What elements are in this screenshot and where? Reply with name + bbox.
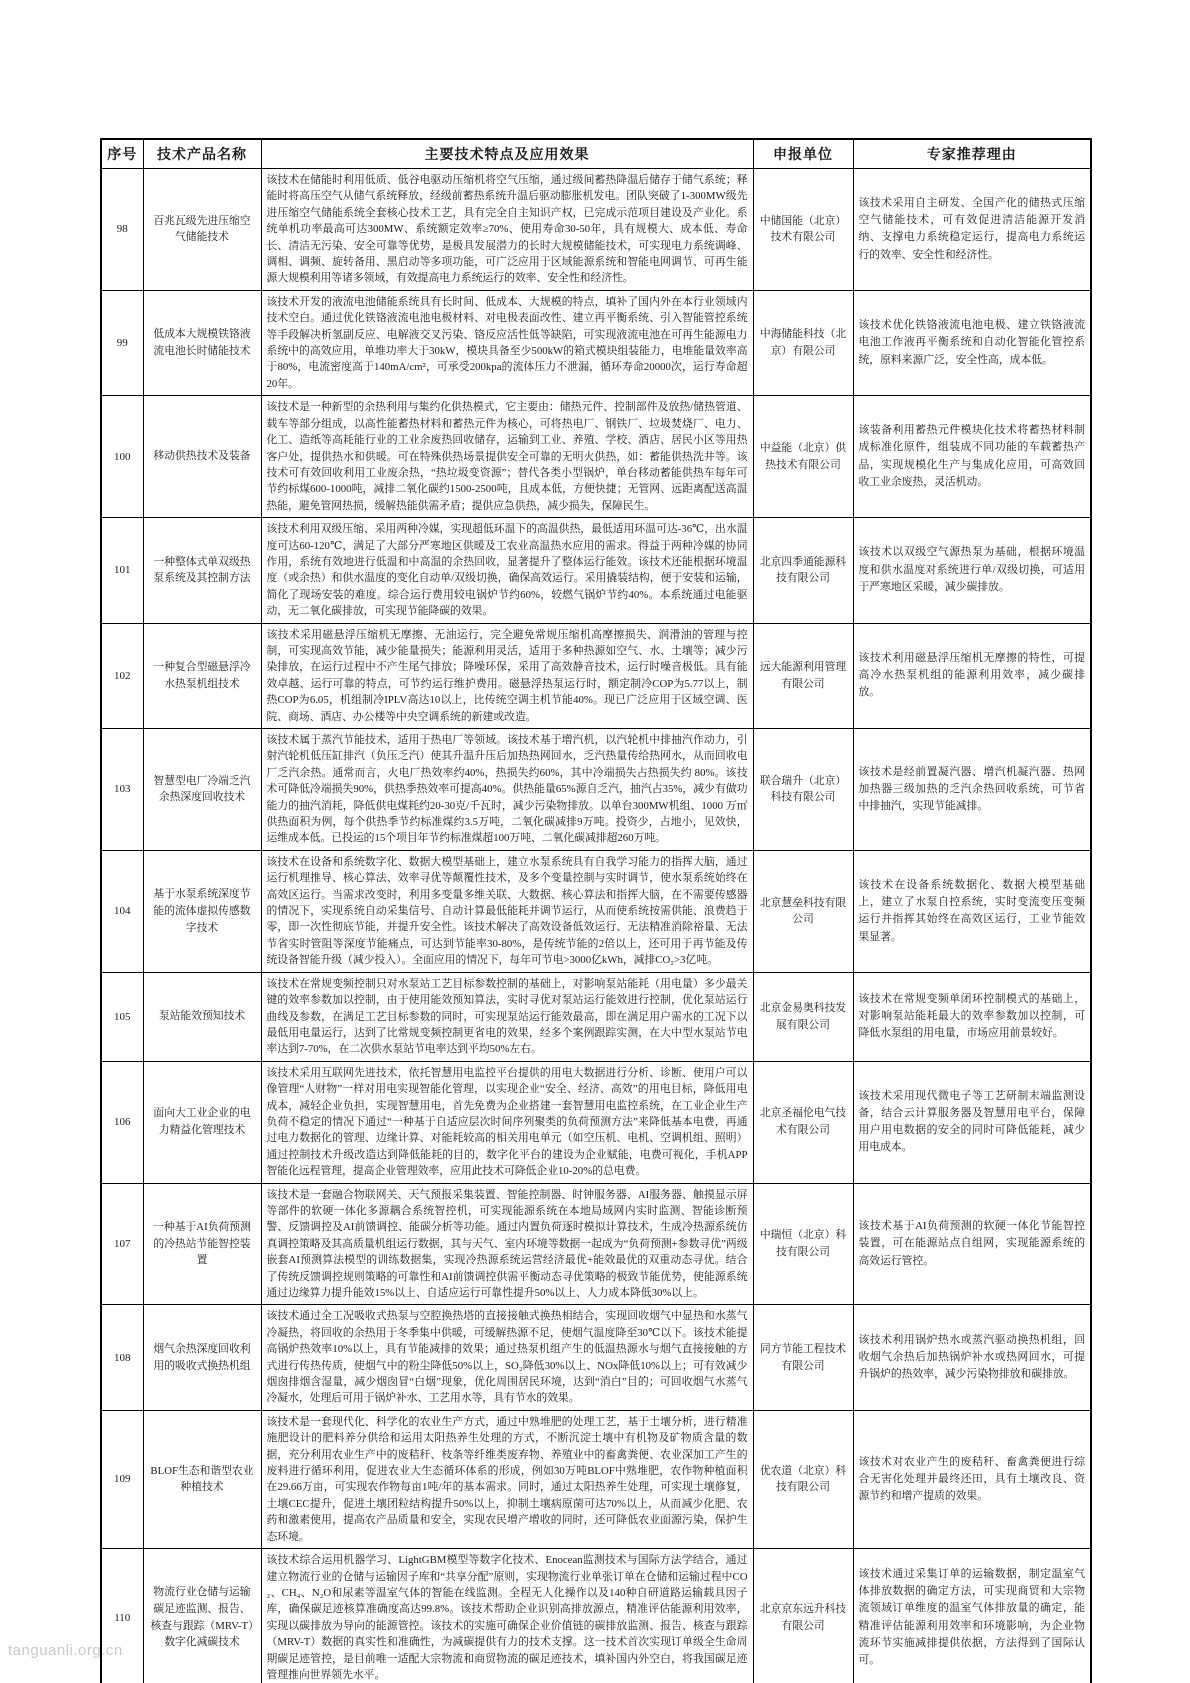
table-row — [101, 623, 1091, 728]
features-cell: 该技术在常规变频控制只对水泵站工艺目标参数控制的基础上，对影响泵站能耗（用电量）多少最关键的效率参数加以控制，由于使用能效预知算法，实时寻优对泵站运行能效进行控制，优化泵站运行曲线及参数，在满足工艺目标参数的同时，可实现泵站运行能效最高，即在满足用户需水的工况下以最低用电量运行，达到了比常规变频控制更省电的效果，经多个案例跟踪实测，在大中型水泵站节电率达到7-70%，在二次供水泵站节电率达到平均50%左右。 — [261, 972, 753, 1061]
header-serial-number: 序号 — [101, 139, 143, 169]
table-row — [101, 1183, 1091, 1305]
row-number-cell: 100 — [101, 396, 143, 518]
applicant-cell: 同方节能工程技术有限公司 — [753, 1305, 853, 1410]
table-row — [101, 1410, 1091, 1548]
row-number-cell: 110 — [101, 1549, 143, 1683]
features-cell: 该技术利用双级压缩、采用两种冷媒，实现超低环温下的高温供热，最低适用环温可达-36℃，出水温度可达60-120℃，满足了大部分严寒地区供暖及工农业高温热水应用的需求。得益于两种冷媒的协同作用，系统有效地进行低温和中高温的余热回收，显著提升了整体运行能效。该技术还能根据环境温度（或余热）和供水温度的变化自动单/双级切换，确保高效运行。采用撬装结构，便于安装和运输，简化了现场安装的难度。综合运行费用较电锅炉节约60%，较燃气锅炉节约40%。本系统通过电能驱动，无二氧化碳排放，可实现节能降碳的效果。 — [261, 518, 753, 623]
reason-cell: 该技术在设备系统数据化、数据大模型基础上，建立了水泵自控系统，实时变流变压变频运行并指挥其始终在高效区运行，工业节能效果显著。 — [853, 850, 1091, 972]
row-number-cell: 108 — [101, 1305, 143, 1410]
applicant-cell: 中益能（北京）供热技术有限公司 — [753, 396, 853, 518]
reason-cell: 该技术基于AI负荷预测的软硬一体化节能智控装置，可在能源站点自组网，实现能源系统的高效运行管控。 — [853, 1183, 1091, 1305]
reason-cell: 该技术通过采集订单的运输数据，制定温室气体排放数据的确定方法，可实现商贸和大宗物流领域订单维度的温室气体排放量的确定，能精准评估能源利用效率和环境影响，为企业物流环节实施减排提供依据，方法得到了国际认可。 — [853, 1549, 1091, 1683]
table-row — [101, 1549, 1091, 1683]
features-cell: 该技术开发的液流电池储能系统具有长时间、低成本、大规模的特点，填补了国内外在本行业领域内技术空白。通过优化铁铬液流电池电极材料、对电极表面改性、建立再平衡系统、引入智能管控系统等手段解决析氢副反应、电解液交叉污染、铬反应活性低等缺陷，可实现液流电池在可再生能源电力系统中的高效应用，单堆功率大于30kW，模块具备至少500kW的箱式模块组装能力，电堆能量效率高于80%，电流密度高于140mA/cm²，可承受200kpa的流体压力不泄漏，循环寿命20000次，运行寿命超20年。 — [261, 290, 753, 395]
tech-name-cell: 智慧型电厂冷端乏汽余热深度回收技术 — [143, 729, 261, 851]
features-cell: 该技术属于蒸汽节能技术，适用于热电厂等领域。该技术基于增汽机，以汽轮机中排抽汽作动力，引射汽轮机低压缸排汽（负压乏汽）使其升温升压后加热热网回水，乏汽热量传给热网水，从而回收电厂乏汽余热。通常而言，火电厂热效率约40%，热损失约60%，其中冷端损失占热损失约 80%。该技术可降低冷端损失90%，供热季热效率可提高40%。供热能量65%源自乏汽，抽汽占35%，减少有做功能力的抽汽消耗，降低供电煤耗约20-30克/千瓦时，减少污染物排放。以单台300MW机组、1000 万㎡供热面积为例，每个供热季节约标准煤约3.5万吨，二氧化碳减排9万吨。投资少，占地小，见效快，运维成本低。已投运的15个项目年节约标准煤超100万吨、二氧化碳减排超260万吨。 — [261, 729, 753, 851]
reason-cell: 该技术是经前置凝汽器、增汽机凝汽器、热网加热器三级加热的乏汽余热回收系统，可节省中排抽汽，实现节能减排。 — [853, 729, 1091, 851]
tech-name-cell: 移动供热技术及装备 — [143, 396, 261, 518]
tech-name-cell: 一种复合型磁悬浮冷水热泵机组技术 — [143, 623, 261, 728]
features-cell: 该技术采用磁悬浮压缩机无摩擦、无油运行，完全避免常规压缩机高摩擦损失、润滑油的管理与控制，可实现高效节能，减少能量损失；能源利用灵活，适用于多种热源如空气、水、土壤等；减少污染排放，在运行过程中不产生尾气排放；降噪环保，采用了高效静音技术，运行时噪音极低。具有能效卓越、运行可靠的特点，可节约运行维护费用。磁悬浮热泵运行时，额定制冷COP为5.77以上，制热COP为6.05，机组制冷IPLV高达10以上，比传统空调主机节能40%。现已广泛应用于区域空调、医院、商场、酒店、办公楼等中央空调系统的新建或改造。 — [261, 623, 753, 728]
reason-cell: 该技术在常规变频单闭环控制模式的基础上，对影响泵站能耗最大的效率参数加以控制，可降低水泵组的用电量，市场应用前景较好。 — [853, 972, 1091, 1061]
applicant-cell: 远大能源利用管理有限公司 — [753, 623, 853, 728]
recommendation-table — [100, 138, 1092, 1683]
applicant-cell: 北京京东远升科技有限公司 — [753, 1549, 853, 1683]
reason-cell: 该技术利用锅炉热水或蒸汽驱动换热机组，回收烟气余热后加热锅炉补水或热网回水，可提升锅炉的热效率，减少污染物排放和碳排放。 — [853, 1305, 1091, 1410]
table-row — [101, 1061, 1091, 1183]
reason-cell: 该技术利用磁悬浮压缩机无摩擦的特性，可提高冷水热泵机组的能源利用效率，减少碳排放。 — [853, 623, 1091, 728]
features-cell: 该技术在设备和系统数字化、数据大模型基础上，建立水泵系统具有自我学习能力的指挥大脑，通过运行机理推导、核心算法、效率寻优等颠覆性技术，及多个变量控制与实时调节，使水泵系统始终在高效区运行。当需求改变时，利用多变量多维关联、大数据、核心算法和指挥大脑，在不需要传感器的情况下，实现系统自动采集信号、自动计算最低能耗并调节运行，从而使系统按需供能、浪费趋于零，即一次性彻底节能，并提升安全性。该技术解决了高效设备低效运行、无法精准消除裕量、无法节省实时管阻等深度节能痛点，可达到节能率30-80%，是传统节能的2倍以上，还可用于再节能及传统设备智能升级（减少投入）。全面应用的情况下，每年可节电>3000亿kWh，减排CO₂>3亿吨。 — [261, 850, 753, 972]
features-cell: 该技术采用互联网先进技术，依托智慧用电监控平台提供的用电大数据进行分析、诊断、使用户可以像管理“人财物”一样对用电实现智能化管理，以实现企业“安全、经济、高效”的用电目标，降低用电成本，减轻企业负担，实现智慧用电，首先免费为企业搭建一套智慧用电监控系统，在工业企业生产负荷不稳定的情况下通过“一种基于自适应层次时间序列聚类的负荷预测方法”来降低基本电费，再通过电力数据化的管理、边缘计算、对能耗较高的相关用电单元（如空压机、电机、空调机组、照明）通过控制技术升级改造达到降低能耗的目的，数字化平台的建设为企业赋能，电费可视化，手机APP智能化远程管理，提高企业管理效率，应用此技术可降低企业10-20%的总电费。 — [261, 1061, 753, 1183]
reason-cell: 该技术采用现代微电子等工艺研制末端监测设备，结合云计算服务器及智慧用电平台，保障用户用电数据的安全的同时可降低能耗，减少用电成本。 — [853, 1061, 1091, 1183]
table-row — [101, 396, 1091, 518]
row-number-cell: 98 — [101, 169, 143, 291]
applicant-cell: 北京圣福伦电气技术有限公司 — [753, 1061, 853, 1183]
row-number-cell: 102 — [101, 623, 143, 728]
row-number-cell: 105 — [101, 972, 143, 1061]
tech-name-cell: 低成本大规模铁铬液流电池长时储能技术 — [143, 290, 261, 395]
tech-name-cell: 一种基于AI负荷预测的冷热站节能智控装置 — [143, 1183, 261, 1305]
features-cell: 该技术是一套现代化、科学化的农业生产方式，通过中熟堆肥的处理工艺，基于土壤分析，进行精准施肥设计的肥料养分供给和运用太阳热养生处理的方式，不断沉淀土壤中有机物及矿物质含量的数据，充分利用农业生产中的废秸秆、枝条等纤维类废弃物、养殖业中的畜禽粪便、农业深加工产生的废料进行循环利用，促进农业大生态循环体系的形成，例如30万吨BLOF中熟堆肥，农作物种植面积在29.66万亩，可实现农作物每亩1吨/年的基本需求。同时，通过太阳热养生处理，可实现土壤修复，土壤CEC提升，促进土壤团粒结构提升50%以上，抑制土壤病原菌可达70%以上，从而减少化肥、农药和激素使用，提高农产品质量和安全，实现农民增产增收的同时，还可降低农业面源污染，保护生态环境。 — [261, 1410, 753, 1548]
features-cell: 该技术是一种新型的余热利用与集约化供热模式，它主要由：储热元件、控制部件及放热/储热管道、载车等部分组成，以高性能蓄热材料和蓄热元件为核心，可将热电厂、钢铁厂、垃圾焚烧厂、电力、化工、造纸等高耗能行业的工业余废热回收储存，运输到工业、养殖、学校、酒店、居民小区等用热客户处，提供热水和供暖。可在特殊供热场景提供安全可靠的无明火供热，如：蓄能供热洗井等。该技术可有效回收利用工业废余热，“热垃圾变资源”；替代各类小型锅炉，单台移动蓄能供热车每年可节约标煤600-1000吨，减排二氧化碳约1500-2500吨，且成本低，方便快捷；无管网、远距离配送高温热能，避免管网热损，缓解热能供需矛盾；提供应急供热，减少损失，保障民生。 — [261, 396, 753, 518]
header-applicant: 申报单位 — [753, 139, 853, 169]
features-cell: 该技术综合运用机器学习、LightGBM模型等数字化技术、Enocean监测技术与国际方法学结合，通过建立物流行业的仓储与运输因子库和“共享分配”原则，实现物流行业单张订单在仓储和运输过程中CO₂、CH₄、N₂O和尿素等温室气体的智能在线监测。全程无人化操作以及140种自研道路运输载具因子库，确保碳足迹核算准确度高达99.8%。该技术帮助企业识别高排放源点，精准评估能源利用效率，实现以碳排放为导向的能源管控。该技术的实施可确保企业价值链的碳排放监测、报告、核查与跟踪（MRV-T）数据的真实性和准确性，为减碳提供有力的技术支撑。这一技术首次实现订单级全生命周期碳足迹管控，是目前唯一适配大宗物流和商贸物流的碳足迹技术，填补国内外空白，将我国碳足迹管理推向世界领先水平。 — [261, 1549, 753, 1683]
table-row — [101, 1305, 1091, 1410]
applicant-cell: 优农道（北京）科技有限公司 — [753, 1410, 853, 1548]
applicant-cell: 中海储能科技（北京）有限公司 — [753, 290, 853, 395]
applicant-cell: 中瑞恒（北京）科技有限公司 — [753, 1183, 853, 1305]
header-tech-product-name: 技术产品名称 — [143, 139, 261, 169]
tech-name-cell: 面向大工业企业的电力精益化管理技术 — [143, 1061, 261, 1183]
applicant-cell: 北京慧垒科技有限公司 — [753, 850, 853, 972]
row-number-cell: 103 — [101, 729, 143, 851]
header-expert-reason: 专家推荐理由 — [853, 139, 1091, 169]
site-watermark: tanguanli.org.cn — [8, 1642, 123, 1659]
tech-name-cell: 一种整体式单双级热泵系统及其控制方法 — [143, 518, 261, 623]
row-number-cell: 99 — [101, 290, 143, 395]
tech-name-cell: 泵站能效预知技术 — [143, 972, 261, 1061]
tech-name-cell: 百兆瓦级先进压缩空气储能技术 — [143, 169, 261, 291]
reason-cell: 该技术采用自主研发、全国产化的储热式压缩空气储能技术，可有效促进清洁能源开发消纳、支撑电力系统稳定运行，提高电力系统运行的效率、安全性和经济性。 — [853, 169, 1091, 291]
table-row — [101, 169, 1091, 291]
applicant-cell: 北京金易奥科技发展有限公司 — [753, 972, 853, 1061]
tech-name-cell: 物流行业仓储与运输碳足迹监测、报告、核查与跟踪（MRV-T）数字化减碳技术 — [143, 1549, 261, 1683]
row-number-cell: 104 — [101, 850, 143, 972]
table-row — [101, 729, 1091, 851]
applicant-cell: 中储国能（北京）技术有限公司 — [753, 169, 853, 291]
tech-name-cell: 基于水泵系统深度节能的流体虚拟传感数字技术 — [143, 850, 261, 972]
reason-cell: 该技术优化铁铬液流电池电极、建立铁铬液流电池工作液再平衡系统和自动化智能化管控系统，原料来源广泛，安全性高，成本低。 — [853, 290, 1091, 395]
reason-cell: 该技术对农业产生的废秸秆、畜禽粪便进行综合无害化处理并最终还田，具有土壤改良、资源节约和增产提质的效果。 — [853, 1410, 1091, 1548]
reason-cell: 该技术以双级空气源热泵为基础，根据环境温度和供水温度对系统进行单/双级切换，可适用于严寒地区采暖，减少碳排放。 — [853, 518, 1091, 623]
table-row — [101, 850, 1091, 972]
features-cell: 该技术通过全工况吸收式热泵与空腔换热塔的直接接触式换热相结合，实现回收烟气中显热和水蒸气冷凝热，将回收的余热用于冬季集中供暖，可缓解热源不足，使烟气温度降至30℃以下。该技术能提高锅炉热效率10%以上，具有节能减排的效果；通过热泵机组产生的低温热源水与烟气直接接触的方式进行传热传质，使烟气中的粉尘降低50%以上，SO₂降低30%以上、NOx降低10%以上；可有效减少烟囱排烟含湿量，减少烟囱冒“白烟”现象，优化周围居民环境，达到“消白”目的；可回收烟气水蒸气冷凝水，处理后可用于锅炉补水、工艺用水等，具有节水的效果。 — [261, 1305, 753, 1410]
features-cell: 该技术是一套融合物联网关、天气预报采集装置、智能控制器、时钟服务器、AI服务器、触摸显示屏等部件的软硬一体化多源耦合系统智控机，可实现能源系统在本地局域网内实时监测、智能诊断预警、反馈调控及AI前馈调控、能碳分析等功能。通过内置负荷逐时模拟计算技术，生成冷热源系统仿真调控策略及其高质量机组运行数据，其与天气、室内环境等数据一起成为“负荷预测+参数寻优”两级嵌套AI预测算法模型的训练数据集，实现冷热源系统运营经济最优+能效最优的双重动态寻优。结合了传统反馈调控规则策略的可靠性和AI前馈调控供需平衡动态寻优策略的极致节能优势，使能源系统通过边缘算力提升能效15%以上、自适应运行可靠性提升50%以上、人力成本降低30%以上。 — [261, 1183, 753, 1305]
table-row — [101, 290, 1091, 395]
row-number-cell: 106 — [101, 1061, 143, 1183]
tech-name-cell: BLOF生态和谐型农业种植技术 — [143, 1410, 261, 1548]
features-cell: 该技术在储能时利用低质、低谷电驱动压缩机将空气压缩，通过级间蓄热降温后储存于储气系统；释能时将高压空气从储气系统释放，经级前蓄热系统升温后驱动膨胀机发电。团队突破了1-300MW级先进压缩空气储能系统全套核心技术工艺，具有完全自主知识产权，已完成示范项目建设及产业化。系统单机功率最高可达300MW、系统额定效率≥70%、使用寿命30-50年，具有规模大、成本低、寿命长、清洁无污染、安全可靠等优势，是极具发展潜力的长时大规模储能技术，可实现电力系统调峰、调相、调频、旋转备用、黑启动等多项功能，可广泛应用于区域能源系统和智能电网调节、可再生能源大规模利用等诸多领域，有效提高电力系统运行的效率、安全性和经济性。 — [261, 169, 753, 291]
row-number-cell: 107 — [101, 1183, 143, 1305]
reason-cell: 该装备利用蓄热元件模块化技术将蓄热材料制成标准化原件，组装成不同功能的车载蓄热产品，实现规模化生产与集成化应用，可高效回收工业余废热，灵活机动。 — [853, 396, 1091, 518]
header-main-features: 主要技术特点及应用效果 — [261, 139, 753, 169]
applicant-cell: 北京四季通能源科技有限公司 — [753, 518, 853, 623]
tech-name-cell: 烟气余热深度回收利用的吸收式换热机组 — [143, 1305, 261, 1410]
table-row — [101, 972, 1091, 1061]
applicant-cell: 联合瑞升（北京）科技有限公司 — [753, 729, 853, 851]
table-row — [101, 518, 1091, 623]
row-number-cell: 101 — [101, 518, 143, 623]
row-number-cell: 109 — [101, 1410, 143, 1548]
table-header-row — [101, 139, 1091, 169]
